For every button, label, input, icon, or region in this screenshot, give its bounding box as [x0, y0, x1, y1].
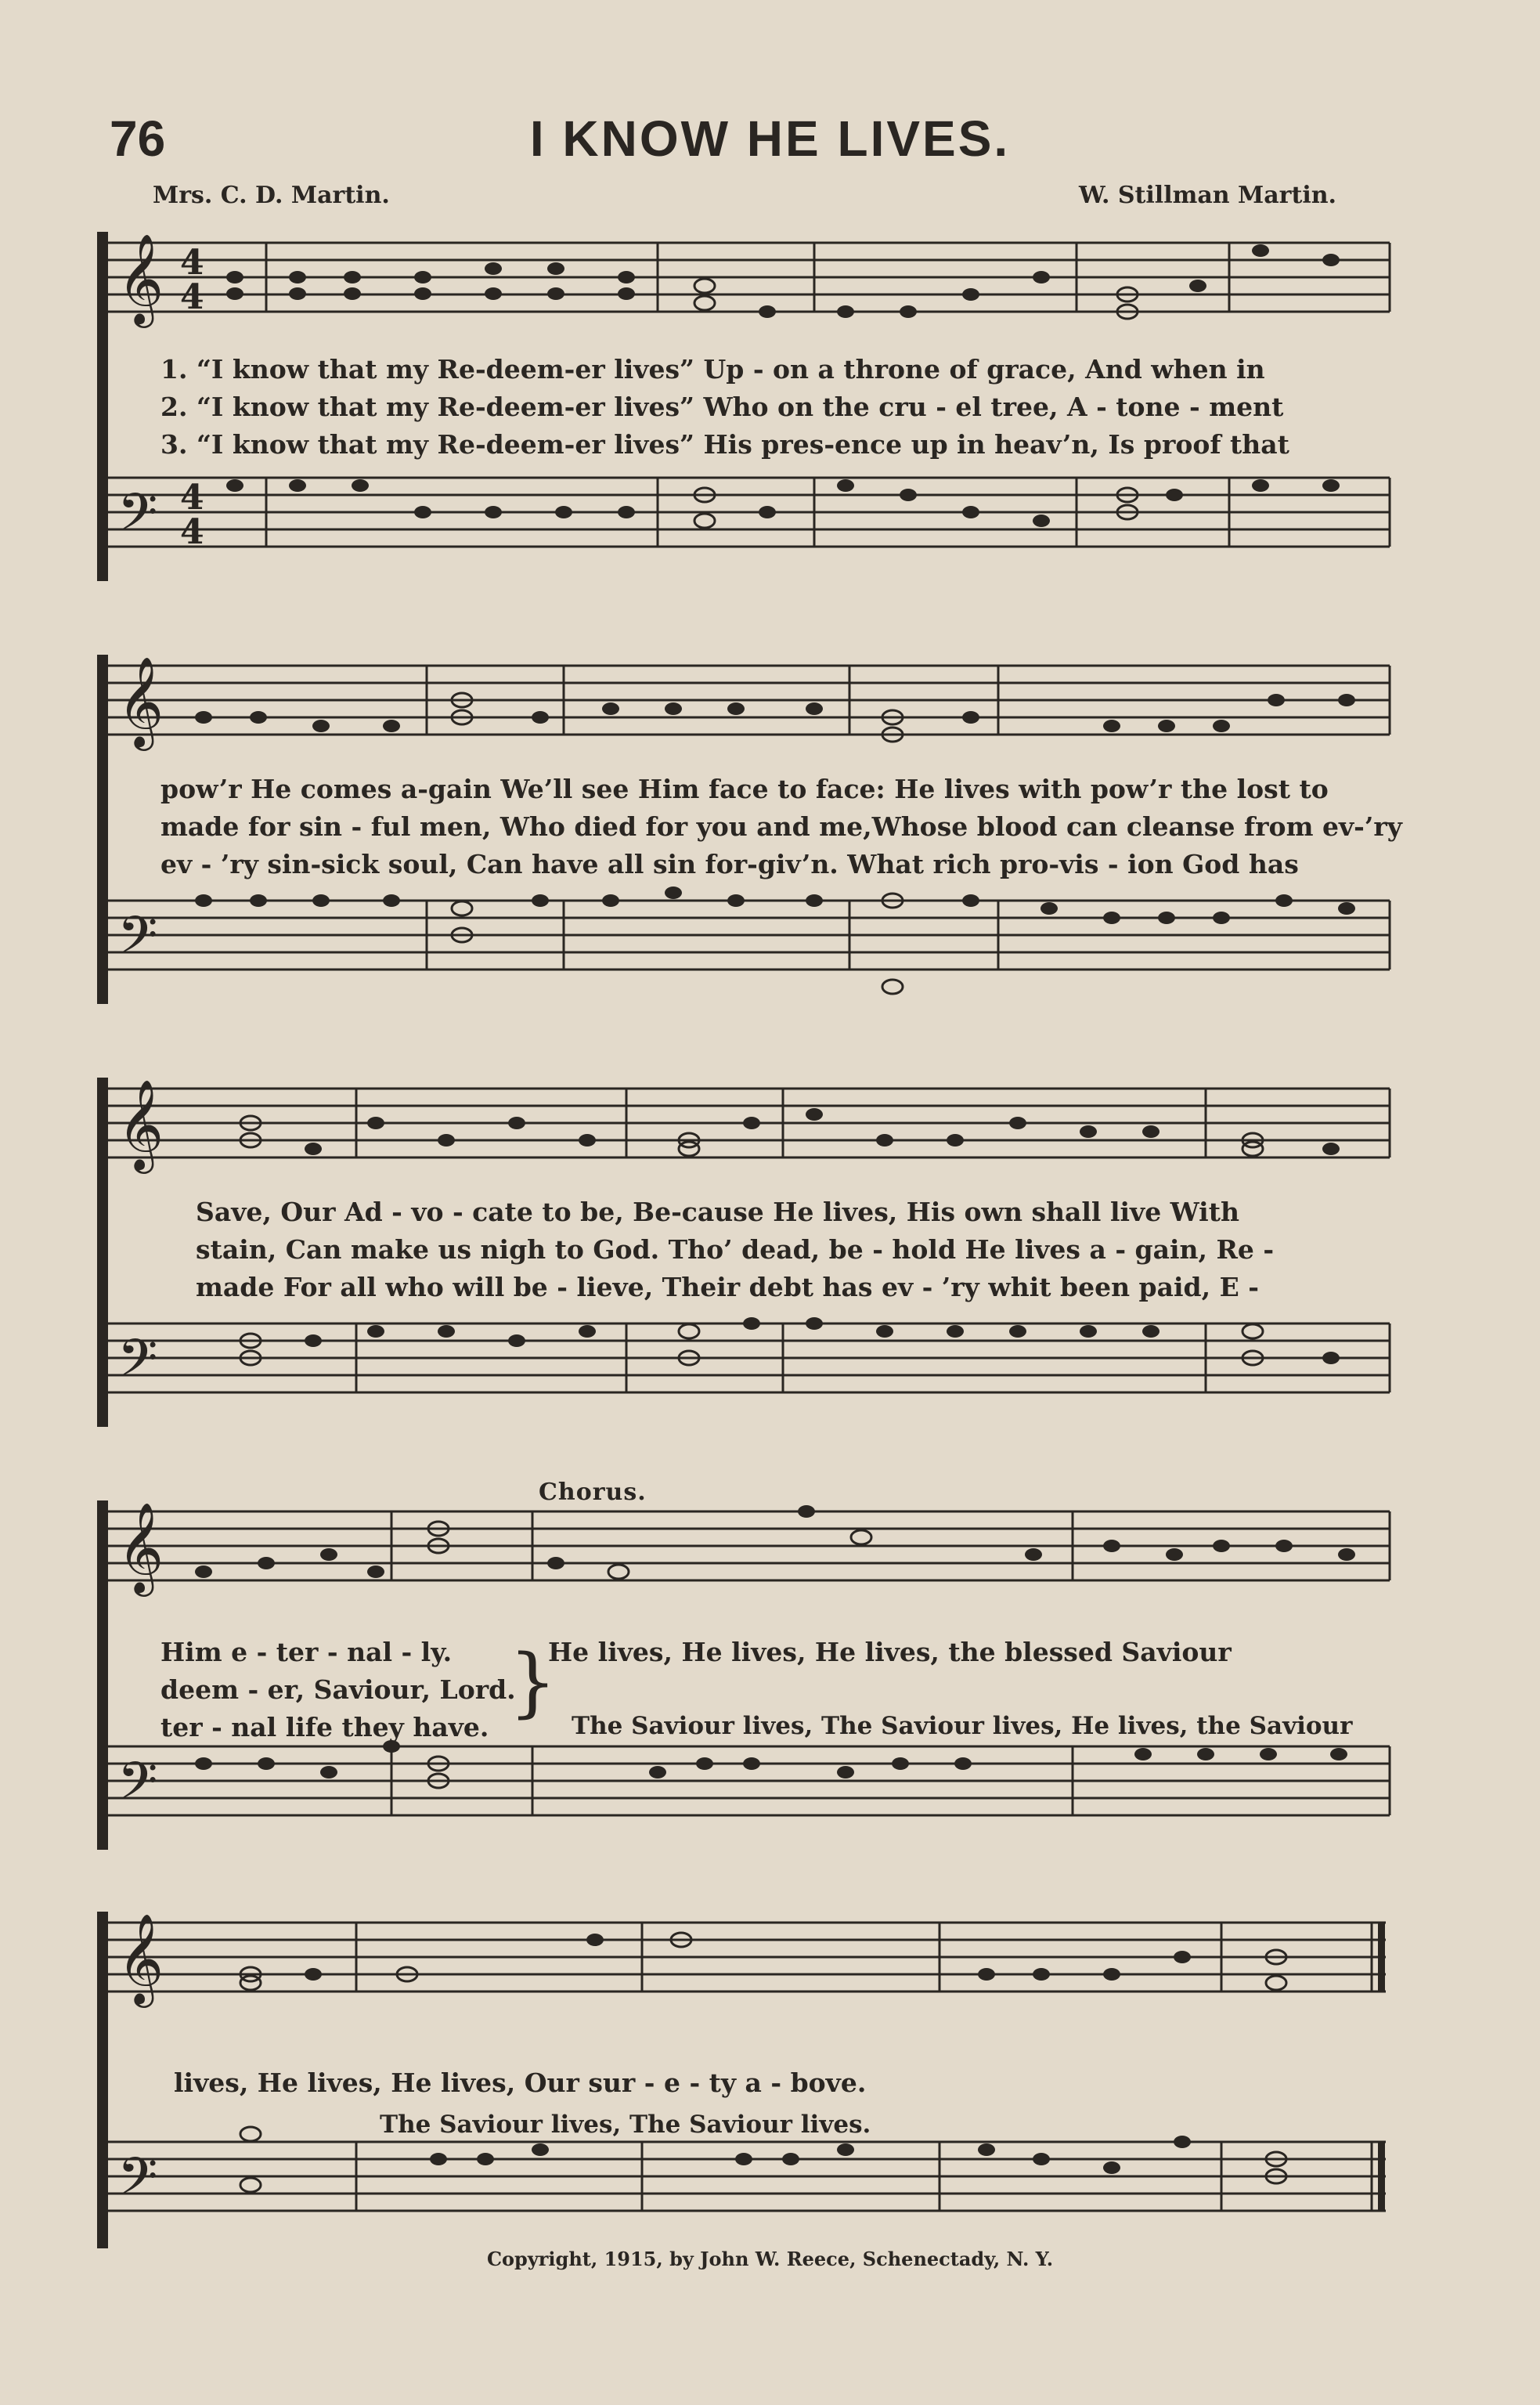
chorus-left-line-1: Him e - ter - nal - ly.	[160, 1637, 453, 1667]
lyric-brace: }	[509, 1638, 557, 1726]
lyric-line-1-2: 2. “I know that my Re-deem-er lives” Who on the cru - el tree, A - tone - ment	[160, 392, 1284, 422]
lyric-line-5-2: The Saviour lives, The Saviour lives.	[380, 2111, 871, 2139]
svg-text:4: 4	[180, 243, 204, 283]
svg-text:𝄞: 𝄞	[117, 1501, 164, 1593]
svg-text:𝄞: 𝄞	[117, 1078, 164, 1170]
lyric-line-1-1: 1. “I know that my Re-deem-er lives” Up - on a throne of grace, And when in	[160, 354, 1265, 385]
svg-text:𝄢: 𝄢	[117, 1751, 158, 1824]
lyric-line-3-3: made For all who will be - lieve, Their debt has ev - ’ry whit been paid, E -	[196, 1272, 1259, 1302]
lyric-line-2-2: made for sin - ful men, Who died for you and me,Whose blood can cleanse from ev-’ry	[160, 811, 1402, 842]
chorus-right-line-2: The Saviour lives, The Saviour lives, He lives, the Saviour	[572, 1712, 1353, 1740]
lyricist-credit: Mrs. C. D. Martin.	[153, 182, 390, 209]
svg-text:4: 4	[180, 512, 204, 552]
svg-text:4: 4	[180, 277, 204, 317]
svg-text:𝄢: 𝄢	[117, 905, 158, 978]
svg-text:4: 4	[180, 478, 204, 518]
svg-text:𝄢: 𝄢	[117, 482, 158, 555]
chorus-left-line-2: deem - er, Saviour, Lord.	[160, 1674, 516, 1705]
chorus-label: Chorus.	[539, 1479, 647, 1506]
svg-text:𝄞: 𝄞	[117, 233, 164, 324]
hymn-title: I KNOW HE LIVES.	[529, 110, 1011, 167]
svg-text:𝄞: 𝄞	[117, 1912, 164, 2004]
lyric-line-5-1: lives, He lives, He lives, Our sur - e - ty a - bove.	[174, 2067, 867, 2098]
copyright-notice: Copyright, 1915, by John W. Reece, Schenectady, N. Y.	[486, 2248, 1054, 2270]
hymn-number: 76	[110, 110, 166, 167]
lyric-line-3-2: stain, Can make us nigh to God. Tho’ dead, be - hold He lives a - gain, Re -	[196, 1234, 1275, 1265]
lyric-line-2-1: pow’r He comes a-gain We’ll see Him face to face: He lives with pow’r the lost to	[160, 774, 1329, 804]
lyric-line-3-1: Save, Our Ad - vo - cate to be, Be-cause He lives, His own shall live With	[196, 1197, 1239, 1227]
svg-text:𝄢: 𝄢	[117, 1328, 158, 1401]
chorus-left-line-3: ter - nal life they have.	[160, 1712, 489, 1742]
composer-credit: W. Stillman Martin.	[1078, 182, 1336, 209]
chorus-right-line-1: He lives, He lives, He lives, the blessed Saviour	[548, 1637, 1232, 1667]
lyric-line-1-3: 3. “I know that my Re-deem-er lives” His pres-ence up in heav’n, Is proof that	[160, 429, 1289, 460]
svg-text:𝄢: 𝄢	[117, 2147, 158, 2219]
lyric-line-2-3: ev - ’ry sin-sick soul, Can have all sin for-giv’n. What rich pro-vis - ion God has	[160, 849, 1299, 879]
svg-text:𝄞: 𝄞	[117, 655, 164, 747]
